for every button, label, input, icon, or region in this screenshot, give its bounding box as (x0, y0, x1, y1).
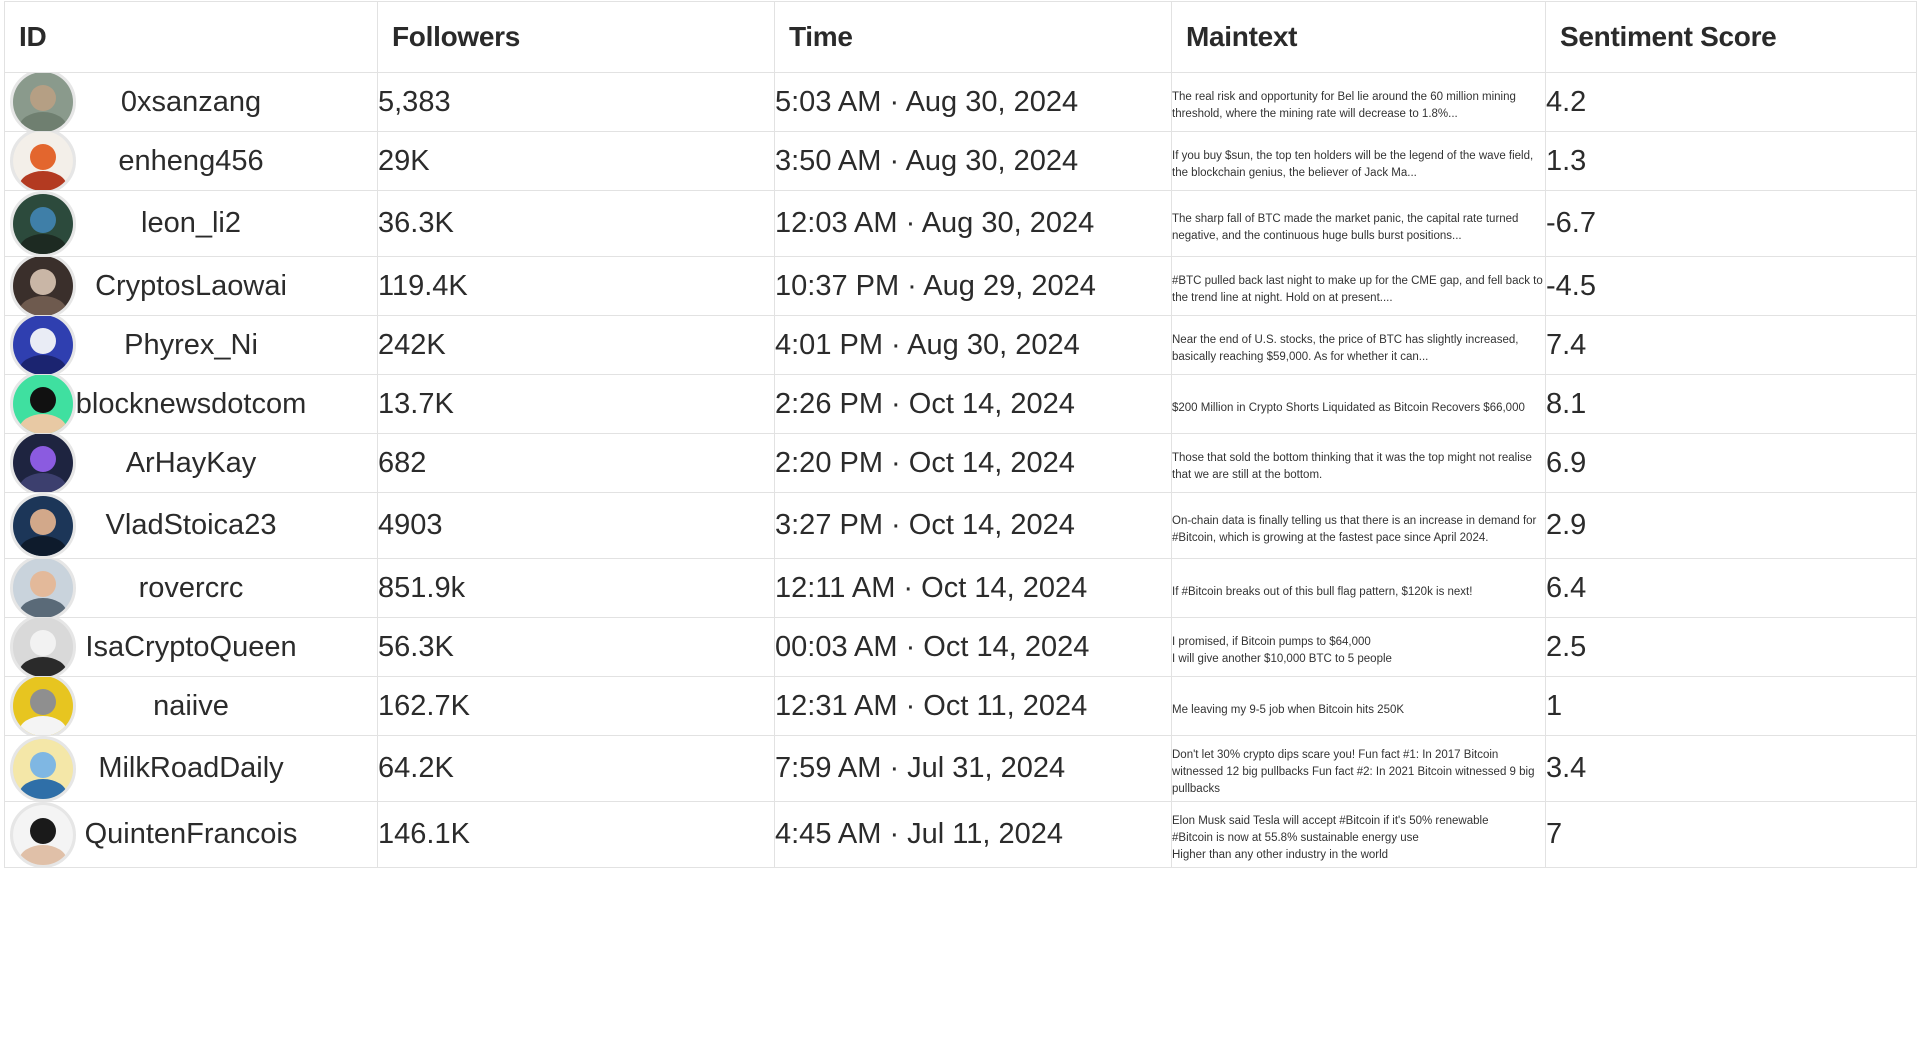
followers-cell: 851.9k (378, 559, 775, 618)
sentiment-score-cell: 1.3 (1546, 132, 1917, 191)
time-cell: 2:26 PM · Oct 14, 2024 (775, 375, 1172, 434)
table-row[interactable] (5, 132, 1917, 191)
maintext: Near the end of U.S. stocks, the price of BTC has slightly increased, basically reaching $59,000. As for whether it can... (1172, 334, 1519, 363)
sentiment-score-cell: 3.4 (1546, 736, 1917, 802)
maintext: Those that sold the bottom thinking that it was the top might not realise that we are still at the bottom. (1172, 452, 1532, 481)
user-cell[interactable] (5, 73, 378, 132)
maintext-cell (1172, 559, 1546, 618)
followers-cell: 4903 (378, 493, 775, 559)
sentiment-score-cell: 1 (1546, 677, 1917, 736)
maintext-cell (1172, 618, 1546, 677)
maintext: Don't let 30% crypto dips scare you! Fun fact #1: In 2017 Bitcoin witnessed 12 big pullbacks Fun fact #2: In 2021 Bitcoin witnessed 9 big pullbacks (1172, 749, 1535, 795)
maintext: #BTC pulled back last night to make up for the CME gap, and fell back to the trend line at night. Hold on at present.... (1172, 275, 1543, 304)
time-cell: 12:03 AM · Aug 30, 2024 (775, 191, 1172, 257)
maintext-cell (1172, 132, 1546, 191)
avatar[interactable] (10, 802, 76, 868)
avatar[interactable] (10, 132, 76, 191)
column-header-time[interactable]: Time (775, 2, 1172, 73)
maintext: The real risk and opportunity for Bel lie around the 60 million mining threshold, where the mining rate will decrease to 1.8%... (1172, 91, 1516, 120)
table-row[interactable] (5, 375, 1917, 434)
time-cell: 12:31 AM · Oct 11, 2024 (775, 677, 1172, 736)
avatar[interactable] (10, 316, 76, 375)
table-row[interactable] (5, 257, 1917, 316)
maintext-cell (1172, 493, 1546, 559)
column-header-id[interactable]: ID (5, 2, 378, 73)
username[interactable]: blocknewsdotcom (75, 387, 307, 420)
maintext: If you buy $sun, the top ten holders will be the legend of the wave field, the blockchain genius, the believer of Jack Ma... (1172, 150, 1534, 179)
table-row[interactable] (5, 73, 1917, 132)
sentiment-score-cell: 7 (1546, 802, 1917, 868)
username[interactable]: rovercrc (138, 571, 244, 604)
table-row[interactable] (5, 559, 1917, 618)
username[interactable]: enheng456 (118, 144, 264, 177)
avatar[interactable] (10, 493, 76, 559)
user-cell[interactable] (5, 493, 378, 559)
avatar[interactable] (10, 677, 76, 736)
maintext: Elon Musk said Tesla will accept #Bitcoin if it's 50% renewable #Bitcoin is now at 55.8% sustainable energy use Higher than any other industry in the world (1172, 815, 1489, 861)
username[interactable]: 0xsanzang (120, 85, 262, 118)
user-cell[interactable] (5, 191, 378, 257)
maintext: Me leaving my 9-5 job when Bitcoin hits 250K (1172, 703, 1405, 716)
maintext-cell (1172, 802, 1546, 868)
username[interactable]: leon_li2 (141, 207, 241, 239)
table-row[interactable] (5, 618, 1917, 677)
time-cell: 00:03 AM · Oct 14, 2024 (775, 618, 1172, 677)
followers-cell: 13.7K (378, 375, 775, 434)
username[interactable]: CryptosLaowai (95, 269, 287, 302)
table-row[interactable] (5, 802, 1917, 868)
avatar[interactable] (10, 191, 76, 257)
sentiment-score-cell: 7.4 (1546, 316, 1917, 375)
avatar[interactable] (10, 618, 76, 677)
maintext-cell (1172, 375, 1546, 434)
table-row[interactable] (5, 493, 1917, 559)
avatar[interactable] (10, 434, 76, 493)
maintext-cell (1172, 677, 1546, 736)
maintext: On-chain data is finally telling us that there is an increase in demand for #Bitcoin, which is growing at the fastest pace since April 2024. (1172, 514, 1537, 544)
username[interactable]: MilkRoadDaily (98, 752, 284, 784)
followers-cell: 146.1K (378, 802, 775, 868)
followers-cell: 242K (378, 316, 775, 375)
avatar[interactable] (10, 73, 76, 132)
followers-cell: 29K (378, 132, 775, 191)
maintext-cell (1172, 316, 1546, 375)
username[interactable]: ArHayKay (125, 446, 257, 479)
column-header-maintext[interactable]: Maintext (1172, 2, 1546, 73)
time-cell: 4:45 AM · Jul 11, 2024 (775, 802, 1172, 868)
time-cell: 7:59 AM · Jul 31, 2024 (775, 736, 1172, 802)
avatar[interactable] (10, 257, 76, 316)
time-cell: 3:50 AM · Aug 30, 2024 (775, 132, 1172, 191)
user-cell[interactable] (5, 257, 378, 316)
avatar[interactable] (10, 375, 76, 434)
maintext: If #Bitcoin breaks out of this bull flag pattern, $120k is next! (1172, 585, 1473, 598)
maintext-cell (1172, 736, 1546, 802)
sentiment-score-cell: 2.9 (1546, 493, 1917, 559)
user-cell[interactable] (5, 375, 378, 434)
user-cell[interactable] (5, 316, 378, 375)
followers-cell: 5,383 (378, 73, 775, 132)
maintext-cell (1172, 434, 1546, 493)
username[interactable]: QuintenFrancois (84, 818, 298, 850)
maintext-cell (1172, 257, 1546, 316)
followers-cell: 56.3K (378, 618, 775, 677)
username[interactable]: Phyrex_Ni (124, 328, 258, 361)
sentiment-score-cell: -4.5 (1546, 257, 1917, 316)
column-header-sentiment-score[interactable]: Sentiment Score (1546, 2, 1917, 73)
sentiment-score-cell: 6.9 (1546, 434, 1917, 493)
followers-cell: 36.3K (378, 191, 775, 257)
sentiment-score-cell: 4.2 (1546, 73, 1917, 132)
posts-table (4, 1, 1917, 868)
maintext: I promised, if Bitcoin pumps to $64,000 I will give another $10,000 BTC to 5 people (1172, 636, 1392, 665)
followers-cell: 682 (378, 434, 775, 493)
time-cell: 3:27 PM · Oct 14, 2024 (775, 493, 1172, 559)
maintext-cell (1172, 191, 1546, 257)
time-cell: 10:37 PM · Aug 29, 2024 (775, 257, 1172, 316)
user-cell[interactable] (5, 677, 378, 736)
table-row[interactable] (5, 434, 1917, 493)
username[interactable]: IsaCryptoQueen (85, 630, 297, 663)
sentiment-score-cell: 2.5 (1546, 618, 1917, 677)
user-cell[interactable] (5, 434, 378, 493)
avatar[interactable] (10, 736, 76, 802)
user-cell[interactable] (5, 132, 378, 191)
followers-cell: 119.4K (378, 257, 775, 316)
avatar[interactable] (10, 559, 76, 618)
time-cell: 2:20 PM · Oct 14, 2024 (775, 434, 1172, 493)
maintext-cell (1172, 73, 1546, 132)
header-row (5, 2, 1917, 73)
time-cell: 4:01 PM · Aug 30, 2024 (775, 316, 1172, 375)
followers-cell: 162.7K (378, 677, 775, 736)
username[interactable]: VladStoica23 (105, 509, 277, 541)
table-row[interactable] (5, 316, 1917, 375)
table-row[interactable] (5, 736, 1917, 802)
sentiment-score-cell: -6.7 (1546, 191, 1917, 257)
time-cell: 5:03 AM · Aug 30, 2024 (775, 73, 1172, 132)
maintext: The sharp fall of BTC made the market panic, the capital rate turned negative, and the continuous huge bulls burst positions... (1172, 212, 1519, 242)
user-cell[interactable] (5, 802, 378, 868)
username[interactable]: naiive (153, 689, 229, 722)
user-cell[interactable] (5, 618, 378, 677)
table-row[interactable] (5, 191, 1917, 257)
table-row[interactable] (5, 677, 1917, 736)
column-header-followers[interactable]: Followers (378, 2, 775, 73)
sentiment-score-cell: 6.4 (1546, 559, 1917, 618)
maintext: $200 Million in Crypto Shorts Liquidated as Bitcoin Recovers $66,000 (1172, 401, 1525, 414)
followers-cell: 64.2K (378, 736, 775, 802)
sentiment-score-cell: 8.1 (1546, 375, 1917, 434)
table-body (5, 73, 1917, 868)
user-cell[interactable] (5, 736, 378, 802)
user-cell[interactable] (5, 559, 378, 618)
time-cell: 12:11 AM · Oct 14, 2024 (775, 559, 1172, 618)
